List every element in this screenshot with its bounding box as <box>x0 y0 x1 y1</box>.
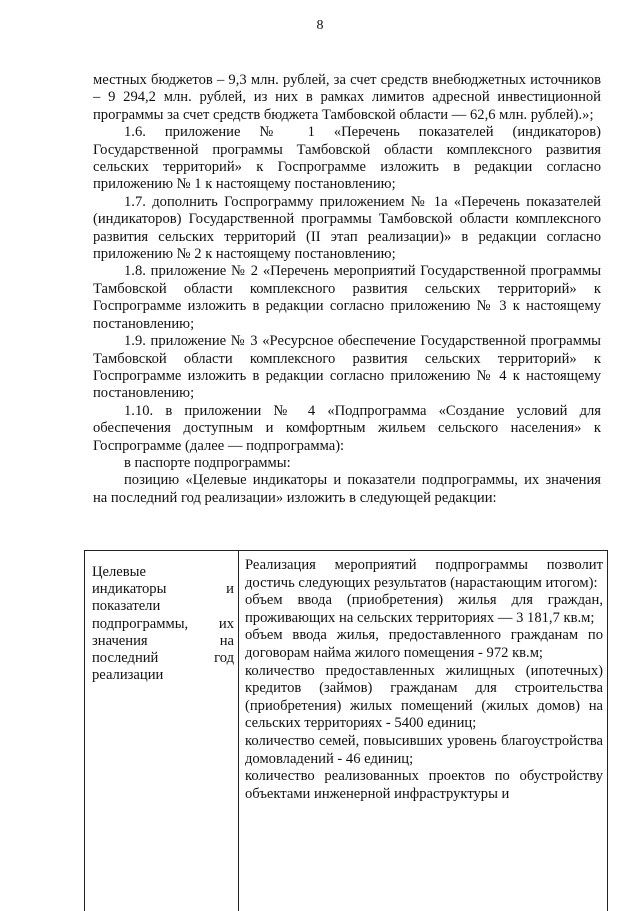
paragraph-item-1-6: 1.6. приложение № 1 «Перечень показателей (индикаторов) Государственной программы Тамбовской области комплексного развития сельских территорий» к Госпрограмме изложить в редакции согласно приложению № 1 к настоящему постановлению; <box>93 124 601 193</box>
table-value-item: количество семей, повысивших уровень благоустройства домовладений - 46 единиц; <box>245 732 603 767</box>
paragraph-item-1-7: 1.7. дополнить Госпрограмму приложением № 1а «Перечень показателей (индикаторов) Государственной программы Тамбовской области комплексного развития сельских территорий (II этап реализации)» в редакции согласно приложению № 2 к настоящему постановлению; <box>93 193 601 263</box>
table-value-cell <box>239 551 607 911</box>
indicators-table <box>84 550 608 911</box>
table-label-line: последний год <box>92 650 234 667</box>
paragraph-item-1-9: 1.9. приложение № 3 «Ресурсное обеспечение Государственной программы Тамбовской области комплексного развития сельских территорий» к Госпрограмме изложить в редакции согласно приложению № 4 к настоящему постановлению; <box>93 333 601 402</box>
table-label-line: значения на <box>92 632 234 649</box>
page-number: 8 <box>316 18 324 33</box>
table-label-line: Целевые <box>92 564 146 580</box>
table-label-cell <box>85 551 239 911</box>
paragraph-budget-continuation: местных бюджетов – 9,3 млн. рублей, за счет средств внебюджетных источников – 9 294,2 млн. рублей, из них в рамках лимитов адресной инвестиционной программы за счет средств бюджета Тамбовской области — 62,6 млн. рублей).»; <box>93 72 601 123</box>
table-label-line: подпрограммы, их <box>92 615 234 632</box>
table-label-line: индикаторы и <box>92 581 234 598</box>
paragraph-position: позицию «Целевые индикаторы и показатели подпрограммы, их значения на последний год реализации» изложить в следующей редакции: <box>93 472 601 506</box>
paragraph-item-1-10: 1.10. в приложении № 4 «Подпрограмма «Создание условий для обеспечения доступным и комфортным жильем сельского населения» к Госпрограмме (далее — подпрограмма): <box>93 402 601 454</box>
table-value-item: объем ввода (приобретения) жилья для граждан, проживающих на сельских территориях — 3 181,7 кв.м; <box>245 592 603 626</box>
document-body <box>93 72 601 507</box>
table-value-item: количество предоставленных жилищных (ипотечных) кредитов (займов) гражданам для строительства (приобретения) жилых помещений (жилых домов) на сельских территориях - 5400 единиц; <box>245 662 603 732</box>
paragraph-passport: в паспорте подпрограммы: <box>124 454 291 471</box>
table-value-item: объем ввода жилья, предоставленного гражданам по договорам найма жилого помещения - 972 кв.м; <box>245 627 603 661</box>
paragraph-item-1-8: 1.8. приложение № 2 «Перечень мероприятий Государственной программы Тамбовской области комплексного развития сельских территорий» к Госпрограмме изложить в редакции согласно приложению № 3 к настоящему постановлению; <box>93 263 601 332</box>
table-label-line: показатели <box>92 598 161 615</box>
table-label-line: реализации <box>92 667 164 684</box>
table-value-item: Реализация мероприятий подпрограммы позволит достичь следующих результатов (нарастающим итогом): <box>245 557 603 591</box>
table-value-item: количество реализованных проектов по обустройству объектами инженерной инфраструктуры и <box>245 768 603 802</box>
